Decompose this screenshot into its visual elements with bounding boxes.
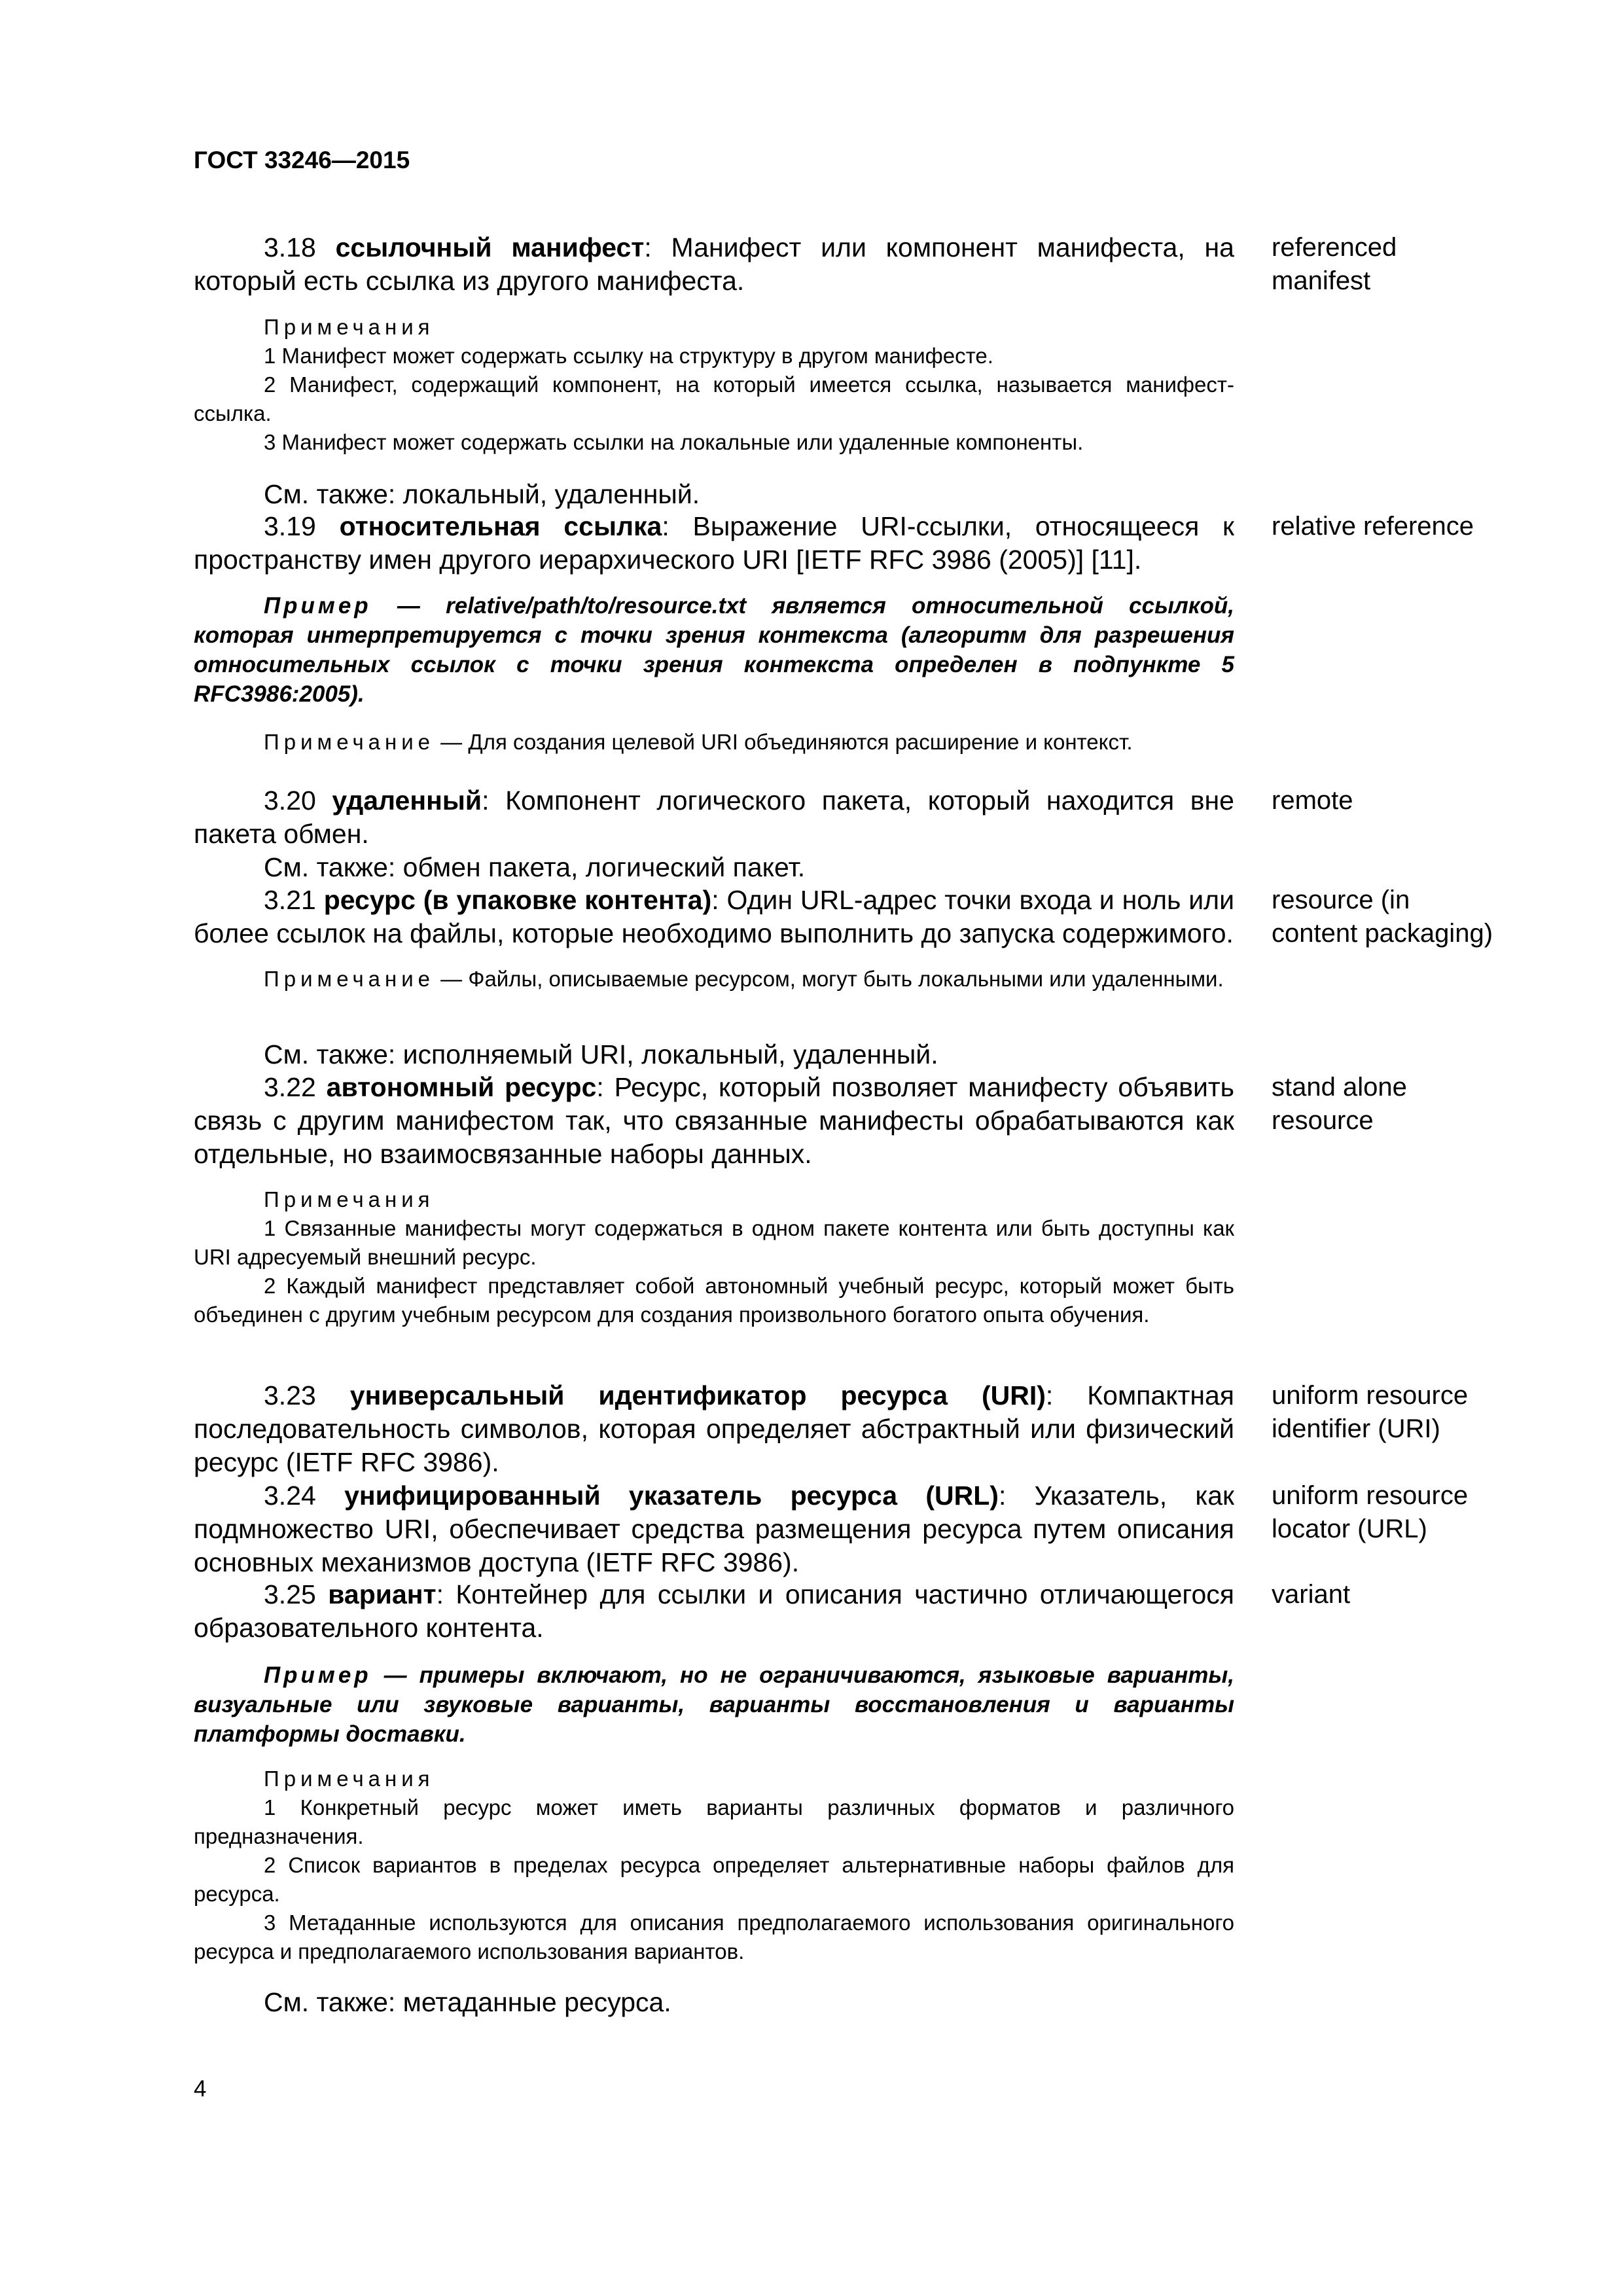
term-number: 3.22 <box>264 1072 316 1102</box>
note-item: 2 Список вариантов в пределах ресурса определяет альтернативные наборы файлов для ресурса. <box>194 1853 1234 1906</box>
term-number: 3.24 <box>264 1480 316 1511</box>
document-header: ГОСТ 33246—2015 <box>194 147 410 173</box>
note-3-19 <box>194 728 1234 757</box>
note-label: Примечание <box>264 730 435 754</box>
notes-heading: Примечания <box>264 315 435 339</box>
example-3-25 <box>194 1660 1234 1749</box>
page-number: 4 <box>194 2076 207 2102</box>
term-3-22 <box>194 1071 1234 1171</box>
see-also-3-25: См. также: метаданные ресурса. <box>264 1987 671 2017</box>
notes-heading: Примечания <box>264 1767 435 1791</box>
term-definition: : Компонент логического пакета, который находится вне пакета обмен. <box>194 785 1234 849</box>
note-label: Примечание <box>264 967 435 991</box>
notes-heading: Примечания <box>264 1187 435 1211</box>
english-term-3-22: stand alone resource <box>1272 1073 1407 1135</box>
term-3-25 <box>194 1578 1234 1645</box>
example-3-19 <box>194 591 1234 709</box>
term-number: 3.18 <box>264 232 316 262</box>
english-term-3-18: referenced manifest <box>1272 233 1397 295</box>
term-number: 3.23 <box>264 1380 316 1410</box>
note-item: 2 Манифест, содержащий компонент, на который имеется ссылка, называется манифест-ссылка. <box>194 372 1234 425</box>
term-definition: : Компактная последовательность символов, которая определяет абстрактный или физический ресурс (IETF RFC 3986). <box>194 1380 1234 1477</box>
example-text: — relative/path/to/resource.txt является относительной ссылкой, которая интерпретируется с точки зрения контекста (алгоритм для разрешения относительных ссылок с точки зрения контекста определен в подпункте 5 RFC3986:2005). <box>194 593 1234 707</box>
term-3-18 <box>194 231 1234 298</box>
term-name: удаленный <box>332 785 482 816</box>
note-3-21 <box>194 965 1234 994</box>
term-number: 3.25 <box>264 1579 316 1609</box>
notes-3-18 <box>194 313 1234 457</box>
term-definition: : Ресурс, который позволяет манифесту объявить связь с другим манифестом так, что связанные манифесты обрабатываются как отдельные, но взаимосвязанные наборы данных. <box>194 1072 1234 1169</box>
term-name: ссылочный манифест <box>335 232 645 262</box>
term-name: ресурс (в упаковке контента) <box>323 885 712 915</box>
term-name: универсальный идентификатор ресурса (URI) <box>349 1380 1046 1410</box>
term-3-19 <box>194 510 1234 577</box>
example-label: Пример <box>264 1662 372 1688</box>
english-term-3-21: resource (in content packaging) <box>1272 886 1493 948</box>
english-term-3-20: remote <box>1272 786 1353 815</box>
see-also-3-21: См. также: исполняемый URI, локальный, удаленный. <box>264 1039 938 1069</box>
term-3-21 <box>194 884 1234 950</box>
note-text: — Файлы, описываемые ресурсом, могут быть локальными или удаленными. <box>435 967 1224 991</box>
term-name: автономный ресурс <box>326 1072 597 1102</box>
example-text: — примеры включают, но не ограничиваются, языковые варианты, визуальные или звуковые варианты, варианты восстановления и варианты платформы доставки. <box>194 1662 1234 1747</box>
term-3-20 <box>194 784 1234 851</box>
see-also-3-18: См. также: локальный, удаленный. <box>264 479 700 509</box>
english-term-3-23: uniform resource identifier (URI) <box>1272 1381 1469 1443</box>
note-item: 3 Манифест может содержать ссылки на локальные или удаленные компоненты. <box>264 430 1084 454</box>
term-definition: : Указатель, как подмножество URI, обеспечивает средства размещения ресурса путем описания основных механизмов доступа (IETF RFC 3986). <box>194 1480 1234 1577</box>
term-name: относительная ссылка <box>339 511 662 541</box>
see-also-3-20: См. также: обмен пакета, логический пакет. <box>264 852 806 882</box>
term-number: 3.20 <box>264 785 316 816</box>
note-item: 1 Манифест может содержать ссылку на структуру в другом манифесте. <box>264 344 993 368</box>
term-definition: : Выражение URI-ссылки, относящееся к пространству имен другого иерархического URI [IETF RFC 3986 (2005)] [11]. <box>194 511 1234 575</box>
note-item: 1 Конкретный ресурс может иметь варианты различных форматов и различного предназначения. <box>194 1795 1234 1848</box>
note-item: 1 Связанные манифесты могут содержаться в одном пакете контента или быть доступны как URI адресуемый внешний ресурс. <box>194 1216 1234 1269</box>
term-number: 3.19 <box>264 511 316 541</box>
term-3-23 <box>194 1379 1234 1479</box>
english-term-3-25: variant <box>1272 1580 1351 1609</box>
notes-3-25 <box>194 1765 1234 1966</box>
term-3-24 <box>194 1479 1234 1579</box>
note-item: 2 Каждый манифест представляет собой автономный учебный ресурс, который может быть объединен с другим учебным ресурсом для создания произвольного богатого опыта обучения. <box>194 1274 1234 1327</box>
english-term-3-19: relative reference <box>1272 512 1474 541</box>
note-item: 3 Метаданные используются для описания предполагаемого использования оригинального ресурса и предполагаемого использования вариантов. <box>194 1910 1234 1964</box>
note-text: — Для создания целевой URI объединяются расширение и контекст. <box>435 730 1133 754</box>
notes-3-22 <box>194 1185 1234 1329</box>
example-label: Пример <box>264 593 372 619</box>
term-definition: : Контейнер для ссылки и описания частично отличающегося образовательного контента. <box>194 1579 1234 1643</box>
term-number: 3.21 <box>264 885 316 915</box>
term-definition: : Манифест или компонент манифеста, на который есть ссылка из другого манифеста. <box>194 232 1234 296</box>
term-name: унифицированный указатель ресурса (URL) <box>344 1480 999 1511</box>
english-term-3-24: uniform resource locator (URL) <box>1272 1481 1469 1543</box>
term-definition: : Один URL-адрес точки входа и ноль или более ссылок на файлы, которые необходимо выполнить до запуска содержимого. <box>194 885 1234 948</box>
term-name: вариант <box>328 1579 437 1609</box>
